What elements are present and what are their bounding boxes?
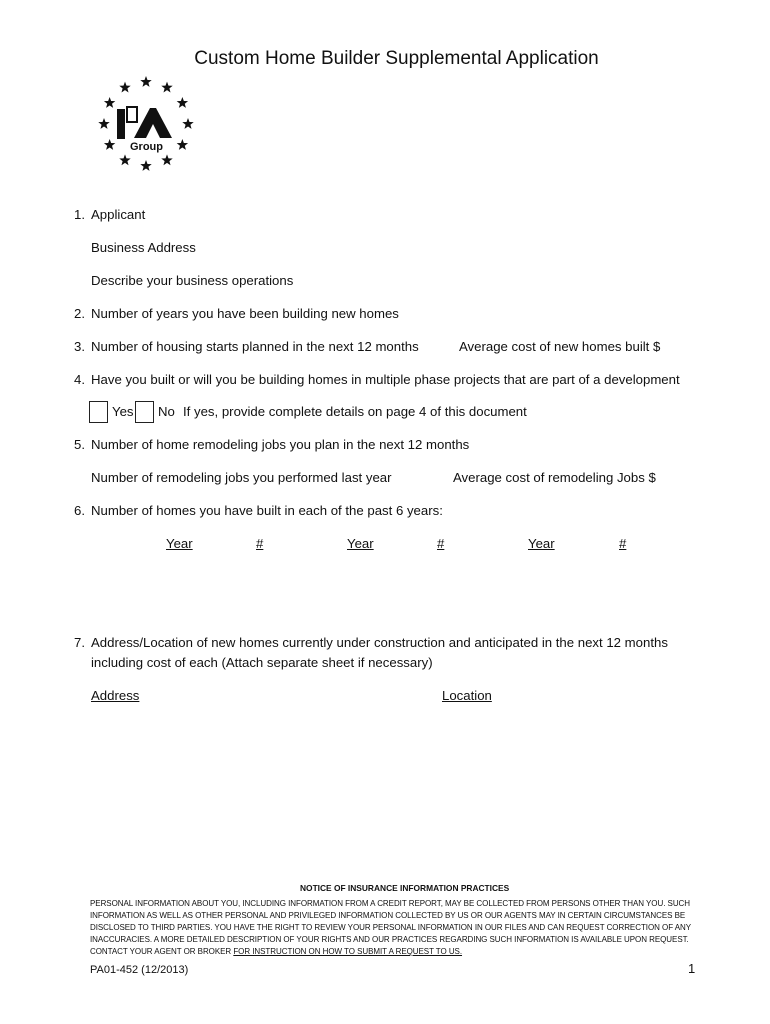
notice-request-instructions: FOR INSTRUCTION ON HOW TO SUBMIT A REQUEST TO US. (233, 947, 463, 956)
q3-label: Number of housing starts planned in the next 12 months (91, 339, 419, 354)
q4-note: If yes, provide complete details on page 4 of this document (183, 404, 527, 419)
q6-col-count-2: # (437, 536, 445, 551)
notice-line: DISCLOSED TO THIRD PARTIES. YOU HAVE THE RIGHT TO REVIEW YOUR PERSONAL INFORMATION IN OUR FILES AND CAN REQUEST CORRECTION OF ANY (90, 923, 692, 932)
q6-col-count-3: # (619, 536, 627, 551)
q1-label: Applicant (91, 207, 146, 222)
q4-number: 4. (74, 372, 85, 387)
page-title: Custom Home Builder Supplemental Application (194, 48, 599, 69)
q3-average-cost-label: Average cost of new homes built $ (459, 339, 661, 354)
q6-col-count-1: # (256, 536, 264, 551)
q7-col-location: Location (442, 688, 492, 703)
star-icon (119, 82, 130, 93)
business-operations-label: Describe your business operations (91, 273, 294, 288)
form-code: PA01-452 (12/2013) (90, 964, 189, 976)
q6-col-year-1: Year (166, 536, 193, 551)
notice-contact-line (90, 947, 462, 956)
notice-contact-text: CONTACT YOUR AGENT OR BROKER (90, 947, 234, 956)
q4-no-checkbox[interactable] (135, 401, 154, 423)
star-icon (161, 154, 172, 165)
star-icon (104, 97, 115, 108)
q6-col-year-2: Year (347, 536, 374, 551)
q6-label: Number of homes you have built in each of the past 6 years: (91, 503, 443, 518)
q1-number: 1. (74, 207, 85, 222)
q5-label: Number of home remodeling jobs you plan in the next 12 months (91, 437, 470, 452)
page-number: 1 (688, 961, 696, 976)
q4-yes-label: Yes (112, 404, 134, 419)
star-icon (161, 82, 172, 93)
q5-number: 5. (74, 437, 85, 452)
q7-label-line2: including cost of each (Attach separate sheet if necessary) (91, 655, 433, 670)
q4-yes-checkbox[interactable] (89, 401, 108, 423)
star-icon (140, 76, 151, 87)
notice-title: NOTICE OF INSURANCE INFORMATION PRACTICES (300, 883, 510, 893)
q6-number: 6. (74, 503, 85, 518)
star-icon (140, 160, 151, 171)
star-icon (182, 118, 193, 129)
q2-label: Number of years you have been building new homes (91, 306, 399, 321)
q7-col-address: Address (91, 688, 140, 703)
q6-col-year-3: Year (528, 536, 555, 551)
business-address-label: Business Address (91, 240, 196, 255)
q4-label: Have you built or will you be building homes in multiple phase projects that are part of a development (91, 372, 680, 387)
q4-no-label: No (158, 404, 175, 419)
q7-label-line1: Address/Location of new homes currently under construction and anticipated in the next 12 months (91, 635, 668, 650)
notice-line: PERSONAL INFORMATION ABOUT YOU, INCLUDING INFORMATION FROM A CREDIT REPORT, MAY BE COLLECTED FROM PERSONS OTHER THAN YOU. SUCH (90, 899, 691, 908)
star-icon (177, 97, 188, 108)
star-icon (104, 139, 115, 150)
logo-word: Group (130, 141, 163, 153)
star-icon (177, 139, 188, 150)
q3-number: 3. (74, 339, 85, 354)
q5-average-cost-label: Average cost of remodeling Jobs $ (453, 470, 656, 485)
q5-last-year-label: Number of remodeling jobs you performed last year (91, 470, 392, 485)
q2-number: 2. (74, 306, 85, 321)
star-icon (119, 154, 130, 165)
company-logo (96, 74, 196, 174)
notice-line: INFORMATION AS WELL AS OTHER PERSONAL AND PRIVILEGED INFORMATION COLLECTED BY US OR OUR AGENTS MAY IN CERTAIN CIRCUMSTANCES BE (90, 911, 686, 920)
notice-line: INACCURACIES. A MORE DETAILED DESCRIPTION OF YOUR RIGHTS AND OUR PRACTICES REGARDING SUCH INFORMATION IS AVAILABLE UPON REQUEST. (90, 935, 689, 944)
star-icon (98, 118, 109, 129)
q7-number: 7. (74, 635, 85, 650)
